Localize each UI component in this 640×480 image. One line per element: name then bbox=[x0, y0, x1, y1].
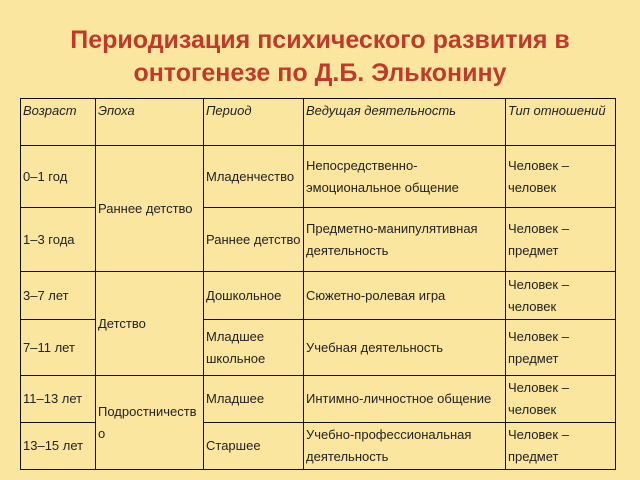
header-relation: Тип отношений bbox=[506, 99, 616, 146]
cell-period: Старшее bbox=[204, 423, 304, 470]
cell-relation: Человек – предмет bbox=[506, 320, 616, 376]
table-row bbox=[21, 146, 616, 208]
cell-period: Младенчество bbox=[204, 146, 304, 208]
cell-activity: Предметно-манипулятивная деятельность bbox=[304, 208, 506, 272]
cell-era: Раннее детство bbox=[96, 146, 204, 272]
cell-age: 0–1 год bbox=[21, 146, 96, 208]
cell-period: Дошкольное bbox=[204, 272, 304, 320]
header-age: Возраст bbox=[21, 99, 96, 146]
title-line-2: онтогенезе по Д.Б. Эльконину bbox=[133, 59, 507, 87]
header-era: Эпоха bbox=[96, 99, 204, 146]
cell-relation: Человек – предмет bbox=[506, 208, 616, 272]
title-line-1: Периодизация психического развития в bbox=[70, 26, 570, 54]
cell-activity: Учебная деятельность bbox=[304, 320, 506, 376]
cell-relation: Человек – человек bbox=[506, 146, 616, 208]
table-header-row bbox=[21, 99, 616, 146]
cell-activity: Учебно-профессиональная деятельность bbox=[304, 423, 506, 470]
cell-relation: Человек – человек bbox=[506, 272, 616, 320]
cell-age: 3–7 лет bbox=[21, 272, 96, 320]
cell-age: 11–13 лет bbox=[21, 376, 96, 423]
slide-title bbox=[20, 24, 620, 90]
header-activity: Ведущая деятельность bbox=[304, 99, 506, 146]
cell-era: Подростничество bbox=[96, 376, 204, 470]
cell-age: 1–3 года bbox=[21, 208, 96, 272]
cell-period: Младшее школьное bbox=[204, 320, 304, 376]
cell-period: Младшее bbox=[204, 376, 304, 423]
cell-relation: Человек – человек bbox=[506, 376, 616, 423]
periodization-table bbox=[20, 98, 616, 470]
header-period: Период bbox=[204, 99, 304, 146]
cell-period: Раннее детство bbox=[204, 208, 304, 272]
table-row bbox=[21, 376, 616, 423]
cell-activity: Сюжетно-ролевая игра bbox=[304, 272, 506, 320]
cell-age: 7–11 лет bbox=[21, 320, 96, 376]
cell-era: Детство bbox=[96, 272, 204, 376]
cell-age: 13–15 лет bbox=[21, 423, 96, 470]
cell-relation: Человек – предмет bbox=[506, 423, 616, 470]
cell-activity: Интимно-личностное общение bbox=[304, 376, 506, 423]
table-row bbox=[21, 272, 616, 320]
cell-activity: Непосредственно-эмоциональное общение bbox=[304, 146, 506, 208]
